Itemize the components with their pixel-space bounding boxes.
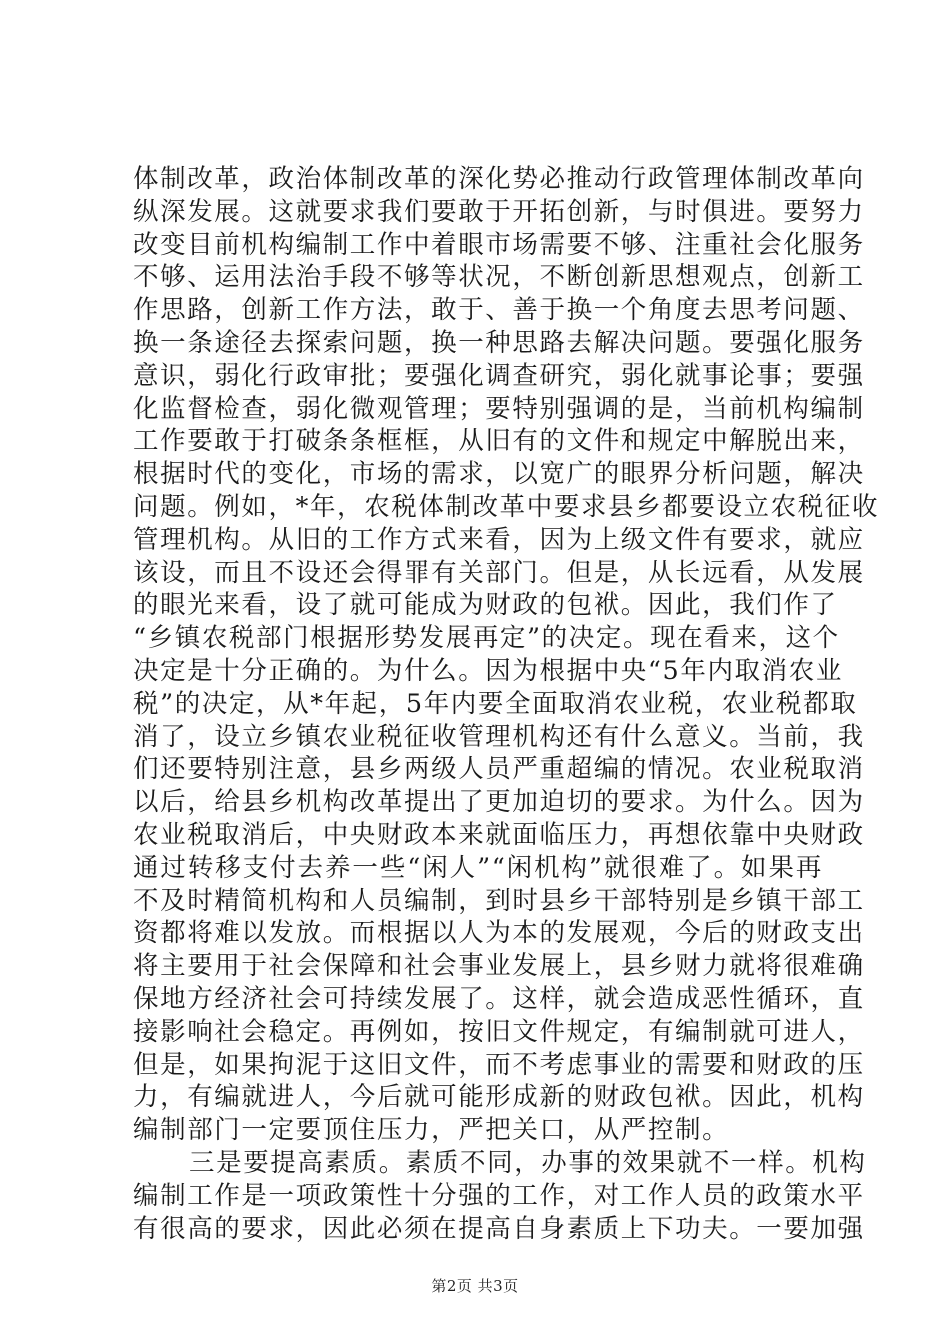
page-number-label: 第2页 共3页 [431, 1277, 519, 1295]
text-line: 以后，给县乡机构改革提出了更加迫切的要求。为什么。因为 [133, 787, 865, 818]
text-line: 的眼光来看，设了就可能成为财政的包袱。因此，我们作了 [133, 590, 838, 621]
text-line: 问题。例如，*年，农税体制改革中要求县乡都要设立农税征收 [133, 491, 880, 522]
text-line: 体制改革，政治体制改革的深化势必推动行政管理体制改革向 [133, 164, 865, 194]
text-line: 保地方经济社会可持续发展了。这样，就会造成恶性循环，直 [133, 983, 865, 1014]
text-line: 化监督检查，弱化微观管理；要特别强调的是，当前机构编制 [133, 393, 865, 424]
text-line: 通过转移支付去养一些“闲人”“闲机构”就很难了。如果再 [133, 852, 823, 883]
text-line: 意识，弱化行政审批；要强化调查研究，弱化就事论事；要强 [133, 360, 865, 391]
text-line: 消了，设立乡镇农业税征收管理机构还有什么意义。当前，我 [133, 721, 865, 752]
text-line: 编制工作是一项政策性十分强的工作，对工作人员的政策水平 [133, 1180, 865, 1211]
paragraph-end-line: 编制部门一定要顶住压力，严把关口，从严控制。 [133, 1115, 730, 1146]
text-line: 力，有编就进人，今后就可能形成新的财政包袱。因此，机构 [133, 1082, 865, 1113]
text-line: 们还要特别注意，县乡两级人员严重超编的情况。农业税取消 [133, 754, 865, 785]
text-line: 不够、运用法治手段不够等状况，不断创新思想观点，创新工 [133, 262, 865, 293]
text-line: 根据时代的变化，市场的需求，以宽广的眼界分析问题，解决 [133, 459, 865, 490]
text-line: 农业税取消后，中央财政本来就面临压力，再想依靠中央财政 [133, 819, 865, 850]
text-line: 工作要敢于打破条条框框，从旧有的文件和规定中解脱出来， [133, 426, 865, 457]
text-line: 换一条途径去探索问题，换一种思路去解决问题。要强化服务 [133, 327, 865, 358]
text-line: 作思路，创新工作方法，敢于、善于换一个角度去思考问题、 [133, 295, 865, 326]
text-line: 不及时精简机构和人员编制，到时县乡干部特别是乡镇干部工 [133, 885, 865, 916]
page-footer [0, 1275, 950, 1296]
text-line: 资都将难以发放。而根据以人为本的发展观，今后的财政支出 [133, 918, 865, 949]
text-line: 纵深发展。这就要求我们要敢于开拓创新，与时俱进。要努力 [133, 196, 865, 227]
text-line: 该设，而且不设还会得罪有关部门。但是，从长远看，从发展 [133, 557, 865, 588]
text-line: 接影响社会稳定。再例如，按旧文件规定，有编制就可进人， [133, 1016, 865, 1047]
text-line: 将主要用于社会保障和社会事业发展上，县乡财力就将很难确 [133, 951, 865, 982]
text-line: 但是，如果拘泥于这旧文件，而不考虑事业的需要和财政的压 [133, 1049, 865, 1080]
text-line: 有很高的要求，因此必须在提高自身素质上下功夫。一要加强 [133, 1213, 865, 1244]
body-text [133, 163, 880, 1245]
text-line: 税”的决定，从*年起，5年内要全面取消农业税，农业税都取 [133, 688, 858, 719]
paragraph-start-line: 三是要提高素质。素质不同，办事的效果就不一样。机构 [189, 1147, 867, 1178]
text-line: 管理机构。从旧的工作方式来看，因为上级文件有要求，就应 [133, 524, 865, 555]
text-line: “乡镇农税部门根据形势发展再定”的决定。现在看来，这个 [133, 623, 840, 654]
text-line: 改变目前机构编制工作中着眼市场需要不够、注重社会化服务 [133, 229, 865, 260]
text-line: 决定是十分正确的。为什么。因为根据中央“5年内取消农业 [133, 655, 843, 686]
